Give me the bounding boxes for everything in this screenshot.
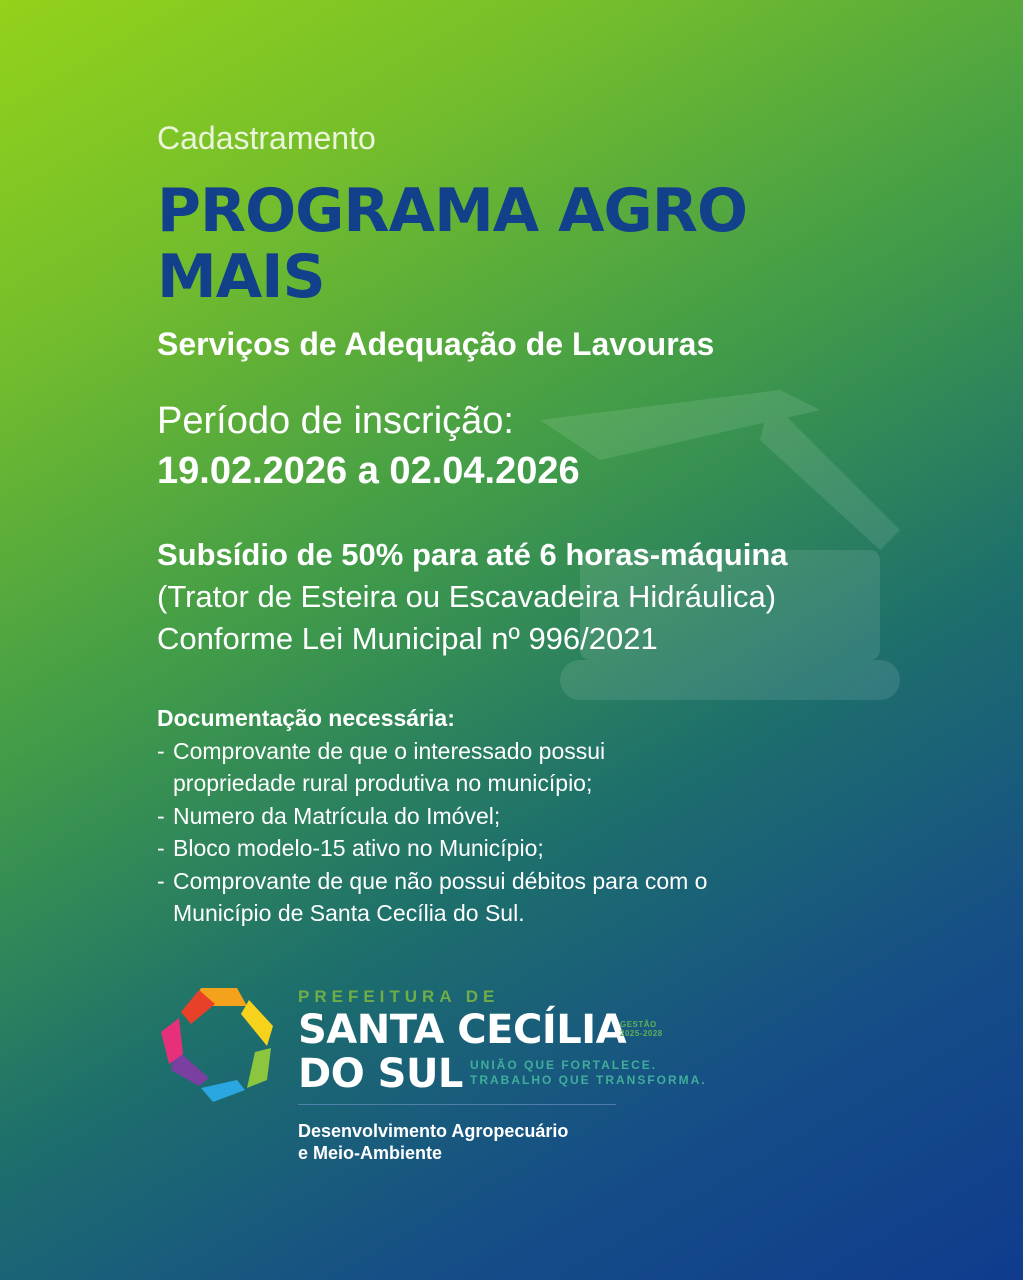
motto [470, 1058, 707, 1088]
municipal-logo-icon [155, 985, 283, 1103]
department-line-1: Desenvolvimento Agropecuário [298, 1121, 569, 1141]
list-item: - Comprovante de que não possui débitos para com o Município de Santa Cecília do Sul. [157, 865, 763, 930]
prefecture-prefix: PREFEITURA DE [298, 987, 500, 1006]
department-line-2: e Meio-Ambiente [298, 1143, 443, 1163]
page-title: PROGRAMA AGRO MAIS [157, 176, 747, 312]
list-item: - Comprovante de que o interessado possui propriedade rural produtiva no município; [157, 735, 713, 800]
period-label: Período de inscrição: [157, 400, 514, 442]
motto-line-2: TRABALHO QUE TRANSFORMA. [470, 1073, 707, 1087]
documentation-heading: Documentação necessária: [157, 705, 455, 731]
documentation-list [157, 735, 797, 930]
subtitle: Serviços de Adequação de Lavouras [157, 326, 715, 362]
department-name [298, 1120, 568, 1164]
subsidy-law: Conforme Lei Municipal nº 996/2021 [157, 621, 658, 656]
subsidy-headline: Subsídio de 50% para até 6 horas-máquina [157, 537, 788, 572]
divider [298, 1104, 616, 1105]
gestao-years: 2025-2028 [620, 1029, 663, 1038]
documentation-block [157, 702, 797, 930]
gestao-title: GESTÃO [620, 1020, 657, 1029]
gestao-label [620, 1020, 663, 1038]
city-line-2: DO SUL [298, 1051, 463, 1097]
city-line-1: SANTA CECÍLIA [298, 1007, 627, 1053]
subsidy-block [157, 534, 788, 660]
subsidy-machines: (Trator de Esteira ou Escavadeira Hidráulica) [157, 579, 777, 614]
motto-line-1: UNIÃO QUE FORTALECE. [470, 1058, 658, 1072]
list-item: - Bloco modelo-15 ativo no Município; [157, 832, 797, 865]
eyebrow: Cadastramento [157, 120, 376, 156]
period-dates: 19.02.2026 a 02.04.2026 [157, 450, 580, 492]
list-item: - Numero da Matrícula do Imóvel; [157, 800, 797, 833]
